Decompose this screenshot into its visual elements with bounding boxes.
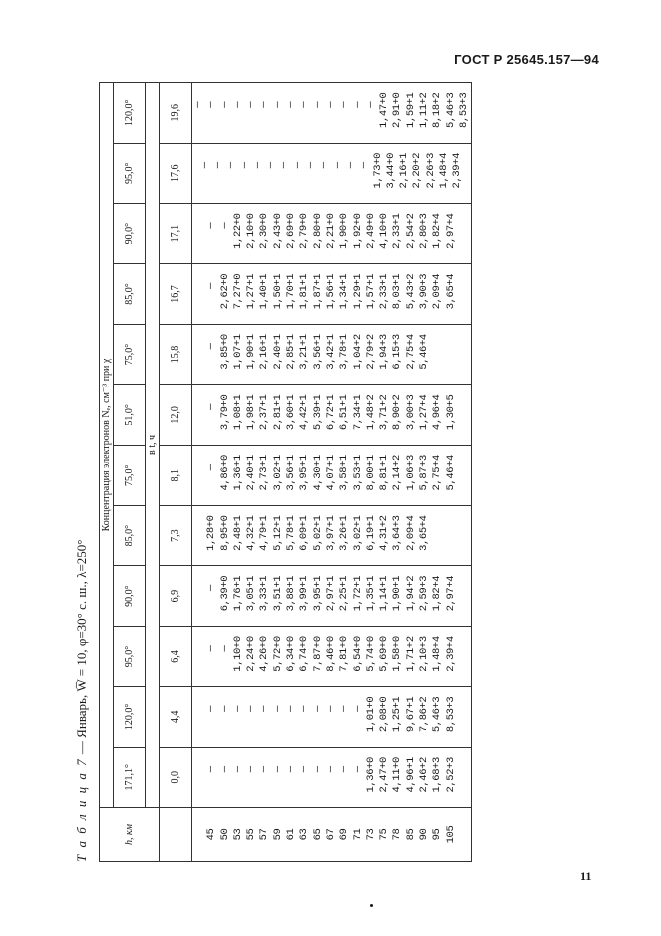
table-cell: 1,50+1 [271, 273, 284, 310]
table-cell: 9,67+1 [404, 696, 417, 733]
table-cell: 3,21+1 [298, 334, 311, 370]
table-cell: 2,81+1 [271, 394, 284, 431]
table-cell: 7,34+1 [351, 394, 364, 431]
table-cell: 1,76+1 [231, 575, 244, 612]
table-cell: 4,31+2 [378, 515, 391, 551]
table-cell: 1,71+2 [404, 636, 417, 672]
t-header-10: 17,6 [160, 143, 192, 203]
values-column-6 [192, 385, 472, 445]
rotated-table-block [71, 82, 519, 862]
values-column-7 [192, 324, 472, 384]
table-cell: 1,48+4 [437, 153, 450, 189]
table-cell: — [205, 403, 218, 410]
h-value: 85 [404, 828, 417, 841]
h-value: 55 [245, 828, 258, 841]
table-cell: 1,08+1 [231, 394, 244, 431]
table-cell: 7,87+0 [311, 636, 324, 672]
table-cell: 1,90+1 [391, 575, 404, 612]
table-cell: 2,73+1 [258, 455, 271, 491]
table-cell: — [245, 766, 258, 773]
h-value: 78 [391, 828, 404, 841]
table-cell: 3,64+3 [391, 515, 404, 551]
table-cell: 2,40+1 [245, 455, 258, 491]
table-cell: — [225, 162, 238, 169]
table-cell: 2,39+4 [451, 153, 464, 189]
table-cell: 4,26+0 [258, 636, 271, 672]
table-cell: — [205, 222, 218, 229]
table-cell: 5,46+4 [418, 334, 431, 370]
chi-header-2: 95,0° [114, 626, 146, 686]
table-cell: 2,59+3 [418, 575, 431, 612]
table-cell: 2,14+2 [391, 455, 404, 491]
table-cell: — [205, 645, 218, 652]
table-cell: — [271, 705, 284, 712]
table-cell: 3,26+1 [338, 515, 351, 551]
h-values-column [192, 808, 472, 862]
table-cell: 2,37+1 [258, 394, 271, 431]
table-cell: 1,72+1 [351, 575, 364, 612]
table-cell: — [338, 101, 351, 108]
table-cell: 3,51+1 [271, 575, 284, 612]
h-value: 50 [218, 828, 231, 841]
table-cell: 2,47+0 [378, 757, 391, 793]
table-cell: 2,97+4 [444, 575, 457, 612]
table-cell: 2,25+1 [338, 575, 351, 612]
chi-header-8: 85,0° [114, 264, 146, 324]
table-cell: 2,20+2 [411, 153, 424, 189]
table-cell: 1,56+1 [324, 273, 337, 310]
t-header-1: 4,4 [160, 687, 192, 747]
table-cell: — [218, 222, 231, 229]
table-cell: 3,65+4 [444, 273, 457, 310]
h-value: 67 [324, 828, 337, 841]
table-cell: — [218, 705, 231, 712]
table-cell: — [338, 705, 351, 712]
table-cell: — [298, 705, 311, 712]
table-cell: 2,80+0 [311, 213, 324, 249]
table-cell: 2,21+0 [324, 213, 337, 249]
table-cell: 1,27+1 [245, 273, 258, 310]
table-cell: 4,10+0 [378, 213, 391, 249]
table-cell: 5,02+1 [311, 515, 324, 551]
table-cell: — [271, 766, 284, 773]
table-cell: 2,91+0 [391, 92, 404, 128]
t-header-8: 16,7 [160, 264, 192, 324]
table-cell: 1,29+1 [351, 273, 364, 310]
chi-header-9: 90,0° [114, 203, 146, 263]
table-caption-rest: — Январь, W̅ = 10, φ=30° с. ш., λ=250° [74, 539, 89, 758]
table-cell: 1,34+1 [338, 273, 351, 310]
t-header-9: 17,1 [160, 203, 192, 263]
table-cell: 1,58+0 [391, 636, 404, 672]
table-cell: — [211, 162, 224, 169]
table-cell: 5,78+1 [285, 515, 298, 551]
table-cell: 3,99+1 [298, 575, 311, 612]
table-cell: — [205, 101, 218, 108]
table-cell: 6,72+1 [324, 394, 337, 431]
table-cell: 8,03+1 [391, 273, 404, 310]
table-cell: — [324, 101, 337, 108]
table-cell: — [285, 705, 298, 712]
table-cell: 2,52+3 [444, 757, 457, 793]
values-column-0 [192, 747, 472, 807]
table-cell: 3,71+2 [378, 394, 391, 431]
values-column-5 [192, 445, 472, 505]
table-cell: 2,75+4 [404, 334, 417, 370]
table-cell: — [265, 162, 278, 169]
table-cell: 6,39+0 [218, 575, 231, 612]
table-cell: 8,18+2 [431, 92, 444, 128]
table-cell: 1,40+1 [258, 273, 271, 310]
table-cell: 3,58+1 [338, 455, 351, 491]
table-cell: — [245, 101, 258, 108]
table-cell: 1,27+4 [418, 394, 431, 431]
table-cell: — [298, 101, 311, 108]
table-cell: 5,69+0 [378, 636, 391, 672]
table-cell: 1,68+3 [431, 757, 444, 793]
table-cell: 3,00+3 [404, 394, 417, 431]
table-cell: 2,48+1 [231, 515, 244, 551]
table-cell: — [231, 766, 244, 773]
table-cell: 3,05+1 [245, 575, 258, 612]
table-cell: — [218, 101, 231, 108]
h-value: 75 [378, 828, 391, 841]
table-cell: — [218, 766, 231, 773]
table-cell: 8,46+0 [324, 636, 337, 672]
table-cell: — [351, 101, 364, 108]
table-cell: 8,53+3 [444, 696, 457, 733]
table-cell: — [298, 766, 311, 773]
chi-header-0: 171,1° [114, 747, 146, 807]
table-cell: 2,49+0 [364, 213, 377, 249]
table-cell: — [205, 705, 218, 712]
table-cell: 3,88+1 [285, 575, 298, 612]
h-value: 69 [338, 828, 351, 841]
table-cell: 3,79+0 [218, 394, 231, 431]
values-column-10 [192, 143, 472, 203]
table-cell: 4,30+1 [311, 455, 324, 491]
table-cell: — [278, 162, 291, 169]
table-cell: 2,54+2 [404, 213, 417, 249]
table-cell: — [324, 705, 337, 712]
table-cell: — [318, 162, 331, 169]
table-cell [445, 506, 458, 565]
h-value: 95 [431, 828, 444, 841]
table-cell: — [218, 645, 231, 652]
table-caption [71, 82, 93, 862]
table-cell: 3,97+1 [324, 515, 337, 551]
table-cell: 6,34+0 [285, 636, 298, 672]
table-cell: 3,95+1 [298, 455, 311, 491]
table-cell: 2,10+0 [245, 213, 258, 249]
table-cell: — [245, 705, 258, 712]
table-cell: 5,43+2 [404, 273, 417, 310]
table-cell: 2,80+3 [418, 213, 431, 249]
table-cell: — [305, 162, 318, 169]
table-cell: — [351, 766, 364, 773]
table-cell: — [351, 705, 364, 712]
h-value: 53 [231, 828, 244, 841]
chi-header-5: 75,0° [114, 445, 146, 505]
table-cell: 2,16+1 [398, 153, 411, 189]
h-value: 61 [285, 828, 298, 841]
t-header-2: 6,4 [160, 626, 192, 686]
table-cell: 1,81+1 [298, 273, 311, 310]
table-cell: — [311, 705, 324, 712]
table-cell: 5,46+3 [431, 696, 444, 733]
table-cell: 7,86+2 [418, 696, 431, 733]
standard-header: ГОСТ Р 25645.157—94 [454, 52, 599, 67]
table-cell: — [271, 101, 284, 108]
table-cell: — [205, 585, 218, 592]
table-cell: 6,54+0 [351, 636, 364, 672]
page-number: 11 [580, 869, 592, 883]
table-cell: 4,07+1 [324, 455, 337, 491]
table-cell: 5,74+0 [364, 636, 377, 672]
table-cell: 1,70+1 [285, 273, 298, 310]
table-cell: 1,82+4 [431, 213, 444, 249]
table-cell: 8,53+3 [457, 92, 470, 128]
h-value: 90 [418, 828, 431, 841]
table-cell: 3,02+1 [351, 515, 364, 551]
electron-concentration-table [99, 82, 472, 862]
table-cell: 2,62+0 [218, 273, 231, 310]
table-cell: 2,46+2 [418, 757, 431, 793]
table-cell: 4,32+1 [245, 515, 258, 551]
chi-header-7: 75,0° [114, 324, 146, 384]
table-cell: 2,24+0 [245, 636, 258, 672]
table-cell: 4,96+1 [404, 757, 417, 793]
table-cell: — [338, 766, 351, 773]
table-cell: 1,01+0 [364, 696, 377, 733]
h-value: 73 [364, 828, 377, 841]
time-group-header: в t, ч [146, 83, 160, 808]
table-cell: 4,79+1 [258, 515, 271, 551]
table-cell: 2,10+3 [418, 636, 431, 672]
table-cell: 5,46+4 [444, 455, 457, 491]
table-cell: 1,48+2 [364, 394, 377, 431]
table-cell: — [205, 343, 218, 350]
table-cell: 1,98+1 [245, 394, 258, 431]
table-cell: — [205, 766, 218, 773]
chi-header-10: 95,0° [114, 143, 146, 203]
t-header-11: 19,6 [160, 83, 192, 144]
table-cell: 5,72+0 [271, 636, 284, 672]
table-cell: 8,95+0 [218, 515, 231, 551]
chi-header-4: 85,0° [114, 505, 146, 565]
table-cell: 3,90+3 [418, 273, 431, 310]
table-cell: 5,39+1 [311, 394, 324, 431]
table-cell: 3,56+1 [311, 334, 324, 370]
h-column-header: h, км [100, 808, 160, 862]
table-cell: 8,90+2 [391, 394, 404, 431]
values-column-4 [192, 505, 472, 565]
table-cell: 2,09+4 [404, 515, 417, 551]
table-cell: 1,28+0 [205, 515, 218, 551]
table-cell [445, 325, 458, 384]
t-header-0: 0,0 [160, 747, 192, 807]
table-cell: 2,43+0 [271, 213, 284, 249]
table-cell: 1,25+1 [391, 696, 404, 733]
table-cell: 2,16+1 [258, 334, 271, 370]
table-cell: 1,07+1 [231, 334, 244, 370]
stray-dot [370, 904, 373, 907]
table-cell: — [285, 101, 298, 108]
table-cell: 1,14+1 [378, 575, 391, 612]
table-cell: 4,96+4 [431, 394, 444, 431]
table-cell: 6,74+0 [298, 636, 311, 672]
table-cell: 6,51+1 [338, 394, 351, 431]
table-cell: — [331, 162, 344, 169]
table-cell: 1,35+1 [364, 575, 377, 612]
table-cell: — [324, 766, 337, 773]
h-value: 59 [271, 828, 284, 841]
values-column-11 [192, 83, 472, 144]
t-header-6: 12,0 [160, 385, 192, 445]
values-column-1 [192, 687, 472, 747]
table-cell: — [285, 766, 298, 773]
table-cell: 3,78+1 [338, 334, 351, 370]
table-cell: 3,44+0 [384, 153, 397, 189]
table-cell: 2,39+4 [444, 636, 457, 672]
table-cell: 3,85+0 [218, 334, 231, 370]
table-cell: 4,11+0 [391, 757, 404, 793]
t-header-3: 6,9 [160, 566, 192, 626]
table-cell: 3,53+1 [351, 455, 364, 491]
table-cell: 1,87+1 [311, 273, 324, 310]
table-cell: 8,00+1 [364, 455, 377, 491]
table-cell: 1,36+1 [231, 455, 244, 491]
table-cell: 2,08+0 [378, 696, 391, 733]
table-cell: — [344, 162, 357, 169]
h-value: 63 [298, 828, 311, 841]
table-cell: 1,22+0 [231, 213, 244, 249]
table-cell: 1,48+4 [431, 636, 444, 672]
table-cell: 3,60+1 [285, 394, 298, 431]
table-cell: 5,12+1 [271, 515, 284, 551]
table-cell: 3,95+1 [311, 575, 324, 612]
table-cell: 1,30+5 [444, 394, 457, 431]
table-cell: 1,59+1 [404, 92, 417, 128]
table-cell: 2,69+0 [285, 213, 298, 249]
table-cell: — [198, 162, 211, 169]
table-cell: 5,87+3 [418, 455, 431, 491]
table-cell: 5,46+3 [444, 92, 457, 128]
table-cell: 4,42+1 [298, 394, 311, 431]
table-cell: 1,94+3 [378, 334, 391, 370]
t-header-5: 8,1 [160, 445, 192, 505]
table-cell: 1,47+0 [378, 92, 391, 128]
t-row-spacer [160, 808, 192, 862]
h-value: 71 [351, 828, 364, 841]
table-cell: 7,27+0 [231, 273, 244, 310]
table-cell: 2,97+4 [444, 213, 457, 249]
table-cell: 1,06+3 [404, 455, 417, 491]
table-cell: 1,82+4 [431, 575, 444, 612]
table-cell: 1,10+0 [231, 636, 244, 672]
table-cell: 3,65+4 [418, 515, 431, 551]
table-cell: 2,85+1 [285, 334, 298, 370]
chi-header-6: 51,0° [114, 385, 146, 445]
t-header-7: 15,8 [160, 324, 192, 384]
table-cell: — [258, 101, 271, 108]
table-cell: — [231, 101, 244, 108]
table-cell: 2,79+2 [364, 334, 377, 370]
chi-header-1: 120,0° [114, 687, 146, 747]
table-cell: 6,09+1 [298, 515, 311, 551]
table-cell: — [311, 101, 324, 108]
table-cell [431, 325, 444, 384]
table-caption-prefix: Т а б л и ц а 7 [74, 757, 89, 862]
table-cell: 3,33+1 [258, 575, 271, 612]
table-cell: 1,36+0 [364, 757, 377, 793]
table-cell: 2,97+1 [324, 575, 337, 612]
table-cell: 2,40+1 [271, 334, 284, 370]
concentration-group-header: Концентрация электронов Nₑ, см⁻³ при χ [100, 83, 114, 808]
table-cell [431, 506, 444, 565]
table-cell: 2,79+0 [298, 213, 311, 249]
table-cell: 2,75+4 [431, 455, 444, 491]
table-cell: — [258, 766, 271, 773]
table-cell: 2,33+1 [378, 273, 391, 310]
table-cell: 6,15+3 [391, 334, 404, 370]
h-value: 57 [258, 828, 271, 841]
table-cell: 8,81+1 [378, 455, 391, 491]
table-cell: 1,11+2 [418, 92, 431, 128]
table-cell: 1,57+1 [364, 273, 377, 310]
t-header-4: 7,3 [160, 505, 192, 565]
table-cell: — [231, 705, 244, 712]
table-cell: — [291, 162, 304, 169]
table-cell: 3,02+1 [271, 455, 284, 491]
h-value: 65 [311, 828, 324, 841]
table-cell: 3,42+1 [324, 334, 337, 370]
table-cell: 3,56+1 [285, 455, 298, 491]
table-cell: — [358, 162, 371, 169]
table-cell: — [311, 766, 324, 773]
table-cell: — [205, 283, 218, 289]
values-column-8 [192, 264, 472, 324]
table-cell: 6,19+1 [364, 515, 377, 551]
h-value: 105 [444, 825, 457, 844]
table-cell: 2,30+0 [258, 213, 271, 249]
table-cell: — [192, 101, 204, 108]
h-value: 45 [205, 828, 218, 841]
chi-header-3: 90,0° [114, 566, 146, 626]
table-cell: 2,33+1 [391, 213, 404, 249]
table-cell: 2,26+3 [424, 153, 437, 189]
table-cell: — [205, 464, 218, 471]
table-cell: 2,09+4 [431, 273, 444, 310]
table-cell: 1,90+0 [338, 213, 351, 249]
table-cell: — [238, 162, 251, 169]
table-cell: 4,86+0 [218, 455, 231, 491]
values-column-3 [192, 566, 472, 626]
table-cell: 7,81+0 [338, 636, 351, 672]
table-cell: — [251, 162, 264, 169]
values-column-2 [192, 626, 472, 686]
table-cell: 1,73+0 [371, 153, 384, 189]
chi-header-11: 120,0° [114, 83, 146, 144]
table-cell: — [364, 101, 377, 108]
table-cell: 1,04+2 [351, 334, 364, 370]
values-column-9 [192, 203, 472, 263]
table-cell: — [258, 705, 271, 712]
table-cell: 1,90+1 [245, 334, 258, 370]
table-cell: 1,92+0 [351, 213, 364, 249]
table-cell: 1,94+2 [404, 575, 417, 612]
